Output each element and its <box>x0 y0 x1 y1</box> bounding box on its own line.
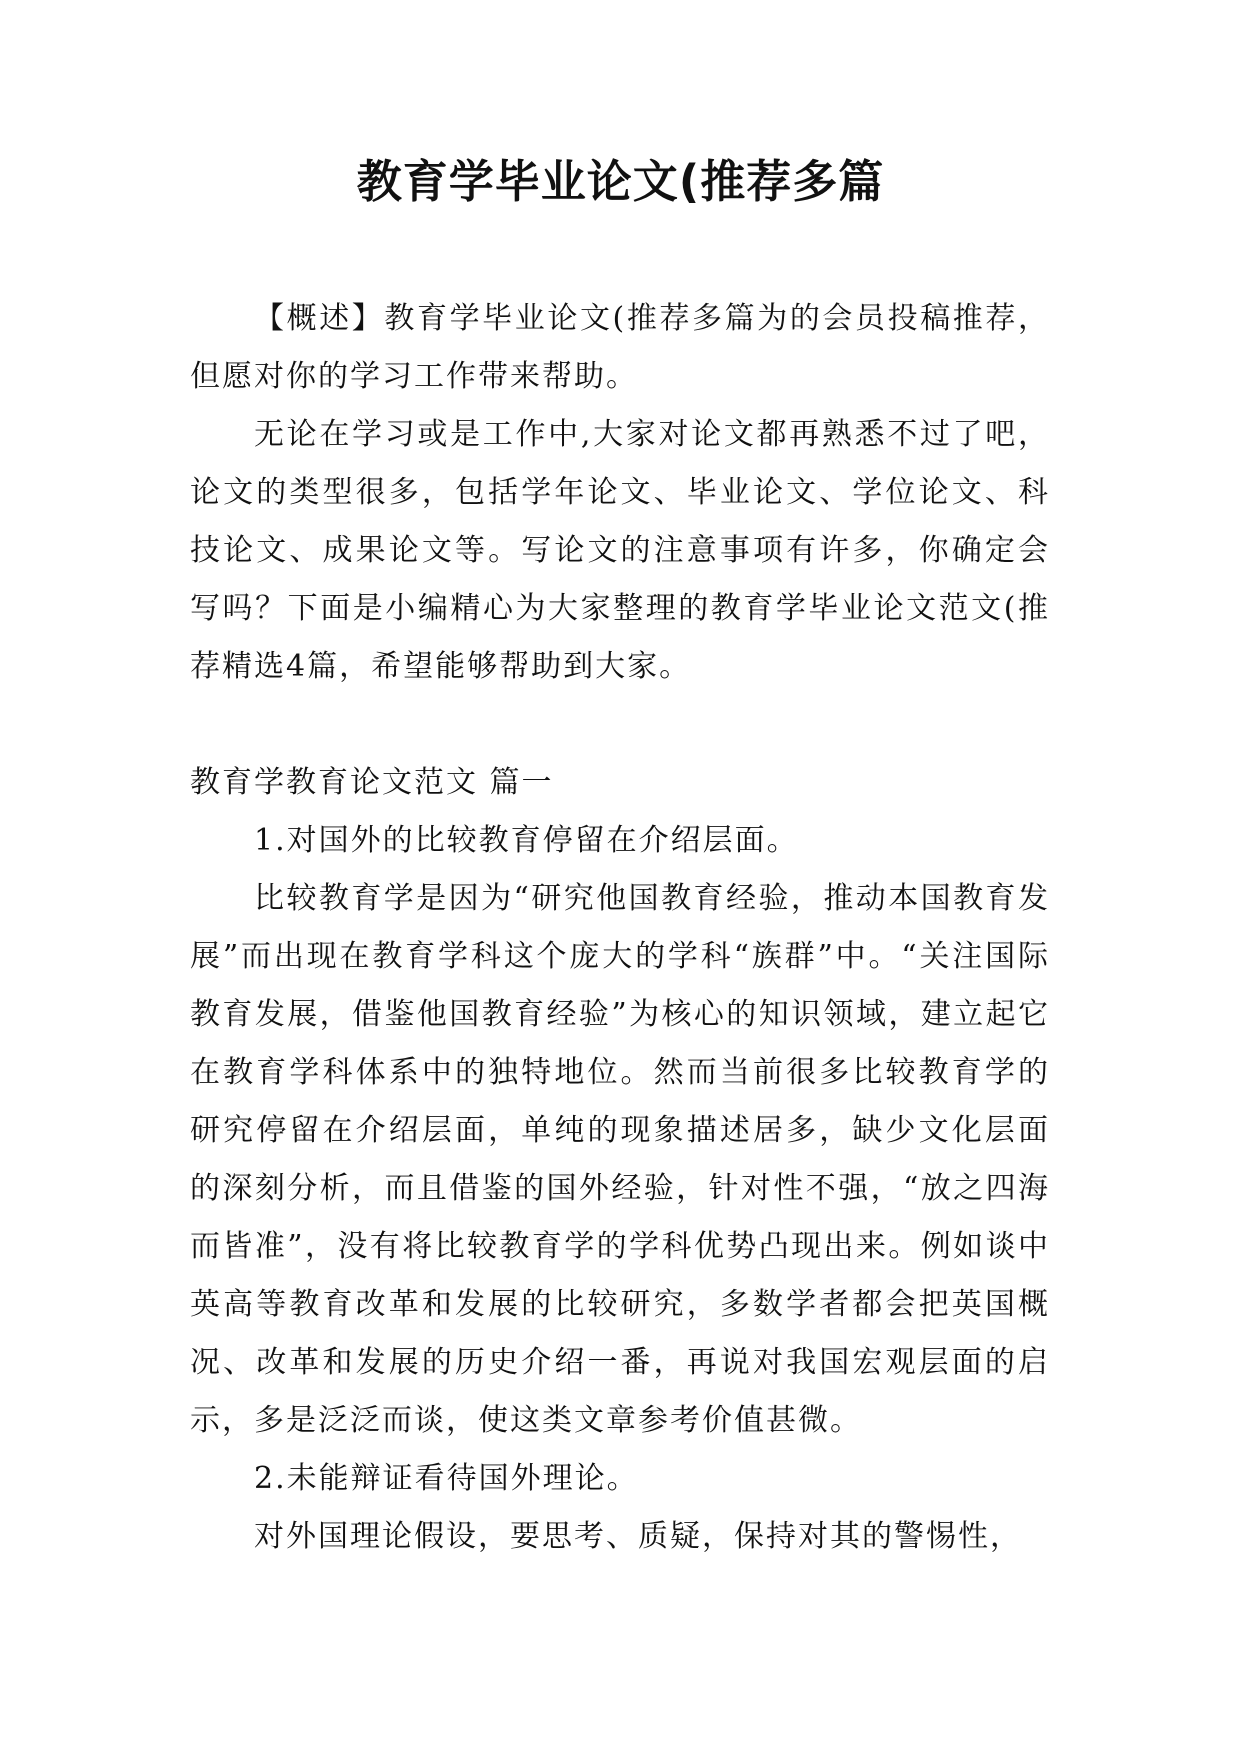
paragraph-point-2: 对外国理论假设，要思考、质疑，保持对其的警惕性， <box>254 1519 1022 1554</box>
document-body <box>190 290 1050 1566</box>
paragraph-intro: 无论在学习或是工作中,大家对论文都再熟悉不过了吧，论文的类型很多，包括学年论文、毕业论文、学位论文、科技论文、成果论文等。写论文的注意事项有许多，你确定会写吗？下面是小编精心为大家整理的教育学毕业论文范文(推荐精选4篇，希望能够帮助到大家。 <box>190 417 1050 684</box>
point-heading-2: 2.未能辩证看待国外理论。 <box>254 1461 639 1496</box>
section-heading: 教育学教育论文范文 篇一 <box>190 765 554 800</box>
point-heading-1: 1.对国外的比较教育停留在介绍层面。 <box>254 823 799 858</box>
document-title: 教育学毕业论文(推荐多篇 <box>356 155 885 208</box>
paragraph-point-1: 比较教育学是因为“研究他国教育经验，推动本国教育发展”而出现在教育学科这个庞大的学科“族群”中。“关注国际教育发展，借鉴他国教育经验”为核心的知识领域，建立起它在教育学科体系中的独特地位。然而当前很多比较教育学的研究停留在介绍层面，单纯的现象描述居多，缺少文化层面的深刻分析，而且借鉴的国外经验，针对性不强，“放之四海而皆准”，没有将比较教育学的学科优势凸现出来。例如谈中英高等教育改革和发展的比较研究，多数学者都会把英国概况、改革和发展的历史介绍一番，再说对我国宏观层面的启示，多是泛泛而谈，使这类文章参考价值甚微。 <box>190 881 1050 1438</box>
paragraph-summary: 【概述】教育学毕业论文(推荐多篇为的会员投稿推荐，但愿对你的学习工作带来帮助。 <box>190 301 1050 394</box>
spacer <box>190 696 1050 754</box>
